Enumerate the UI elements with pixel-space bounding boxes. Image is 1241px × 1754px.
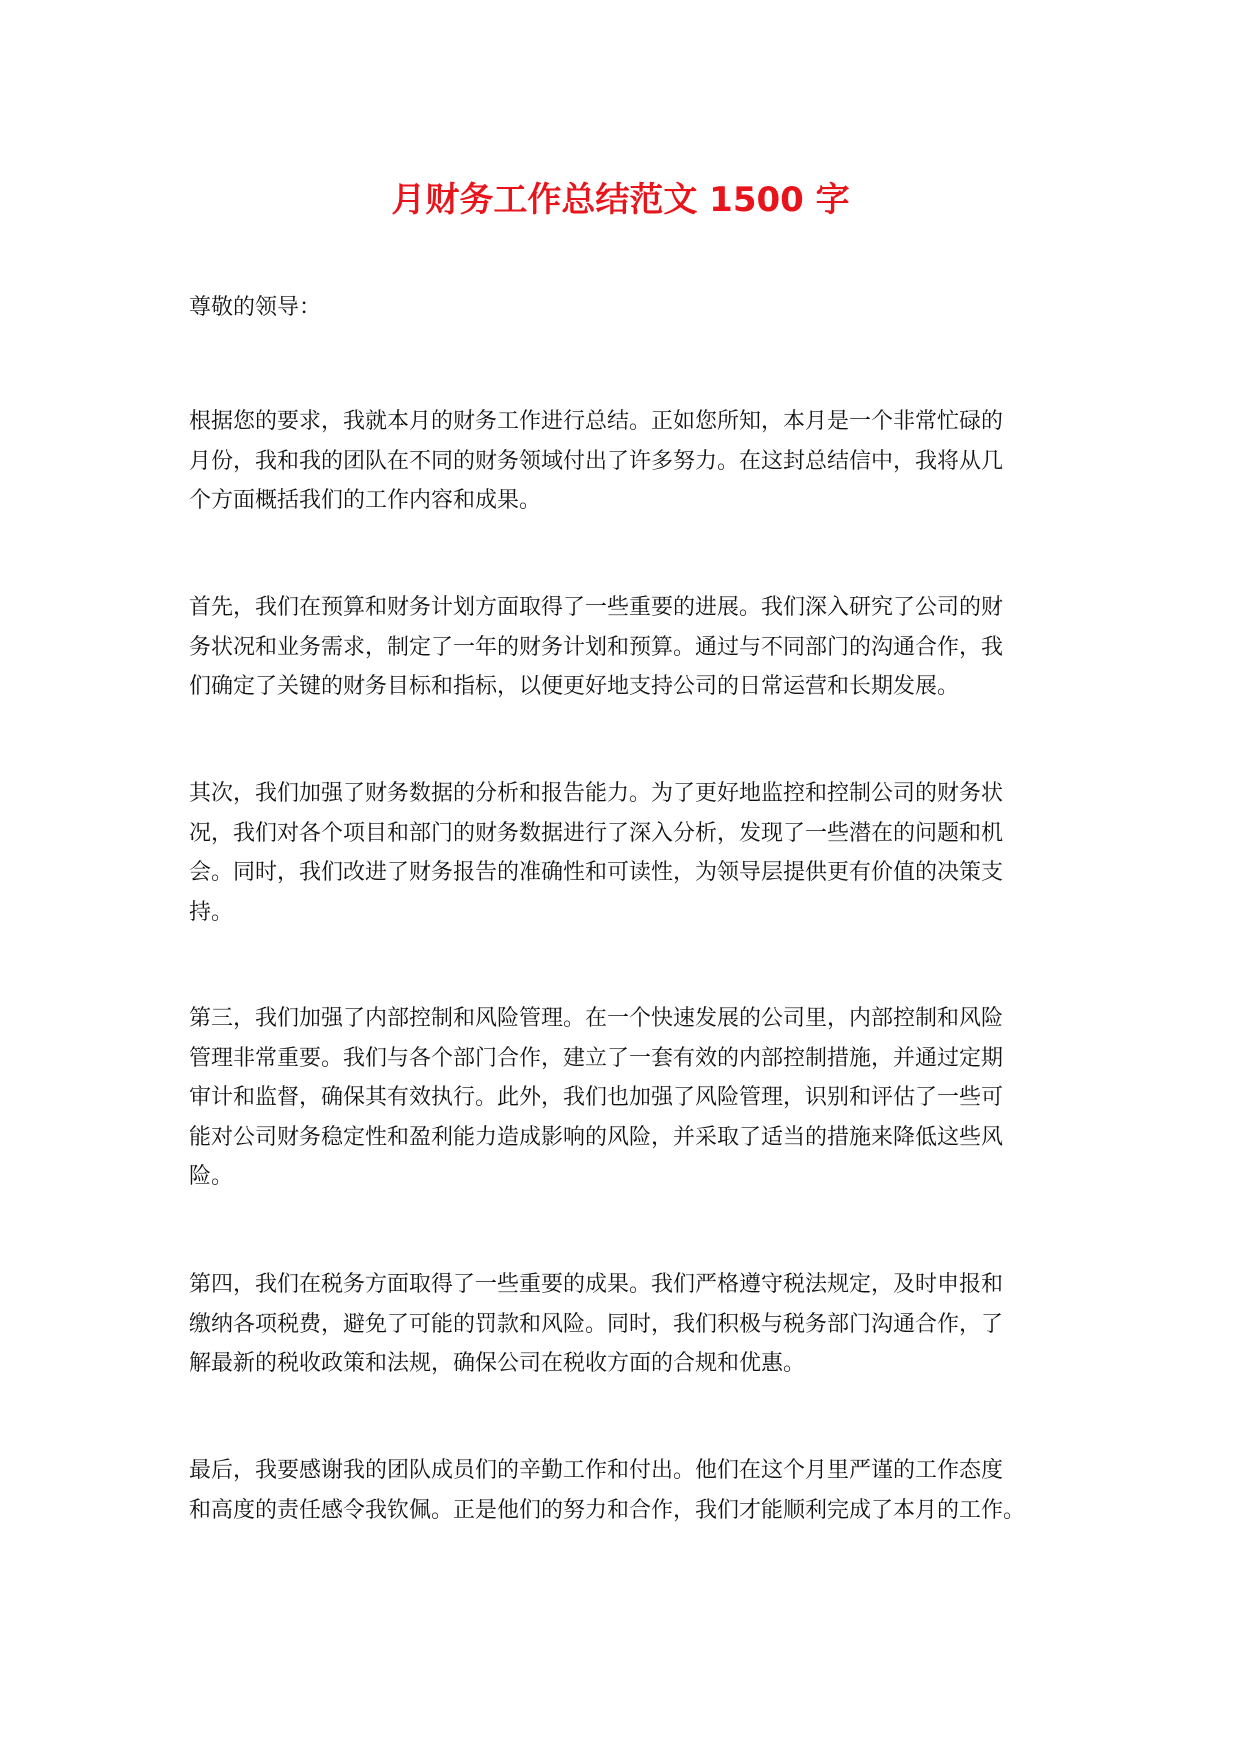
paragraph-5 — [189, 1265, 1059, 1384]
paragraph-6 — [189, 1451, 1059, 1530]
paragraph-line: 第四，我们在税务方面取得了一些重要的成果。我们严格遵守税法规定，及时申报和 — [189, 1272, 1004, 1297]
paragraph-line: 缴纳各项税费，避免了可能的罚款和风险。同时，我们积极与税务部门沟通合作，了 — [189, 1311, 1004, 1337]
paragraph-line: 会。同时，我们改进了财务报告的准确性和可读性，为领导层提供更有价值的决策支 — [189, 860, 1004, 885]
paragraph-line: 险。 — [189, 1164, 234, 1189]
paragraph-line: 能对公司财务稳定性和盈利能力造成影响的风险，并采取了适当的措施来降低这些风 — [189, 1124, 1004, 1150]
paragraph-line: 持。 — [189, 899, 234, 925]
paragraph-4 — [189, 999, 1059, 1197]
paragraph-line: 解最新的税收政策和法规，确保公司在税收方面的合规和优惠。 — [189, 1351, 806, 1376]
paragraph-line: 第三，我们加强了内部控制和风险管理。在一个快速发展的公司里，内部控制和风险 — [189, 1006, 1004, 1031]
paragraph-3 — [189, 774, 1059, 932]
paragraph-line: 个方面概括我们的工作内容和成果。 — [189, 488, 542, 513]
paragraph-line: 务状况和业务需求，制定了一年的财务计划和预算。通过与不同部门的沟通合作，我 — [189, 634, 1004, 660]
document-title: 月财务工作总结范文 1500 字 — [391, 180, 850, 220]
paragraph-line: 根据您的要求，我就本月的财务工作进行总结。正如您所知，本月是一个非常忙碌的 — [189, 409, 1004, 434]
paragraph-line: 们确定了关键的财务目标和指标，以便更好地支持公司的日常运营和长期发展。 — [189, 674, 960, 699]
paragraph-2 — [189, 588, 1059, 707]
paragraph-line: 月份，我和我的团队在不同的财务领域付出了许多努力。在这封总结信中，我将从几 — [189, 448, 1004, 474]
salutation: 尊敬的领导： — [189, 295, 322, 320]
paragraph-line: 和高度的责任感令我钦佩。正是他们的努力和合作，我们才能顺利完成了本月的工作。 — [189, 1497, 1026, 1523]
paragraph-line: 审计和监督，确保其有效执行。此外，我们也加强了风险管理，识别和评估了一些可 — [189, 1085, 1004, 1110]
paragraph-line: 其次，我们加强了财务数据的分析和报告能力。为了更好地监控和控制公司的财务状 — [189, 781, 1004, 806]
paragraph-line: 首先，我们在预算和财务计划方面取得了一些重要的进展。我们深入研究了公司的财 — [189, 595, 1004, 620]
paragraph-line: 管理非常重要。我们与各个部门合作，建立了一套有效的内部控制措施，并通过定期 — [189, 1045, 1004, 1071]
paragraph-line: 最后，我要感谢我的团队成员们的辛勤工作和付出。他们在这个月里严谨的工作态度 — [189, 1458, 1004, 1483]
paragraph-line: 况，我们对各个项目和部门的财务数据进行了深入分析，发现了一些潜在的问题和机 — [189, 820, 1004, 846]
paragraph-1 — [189, 402, 1059, 521]
